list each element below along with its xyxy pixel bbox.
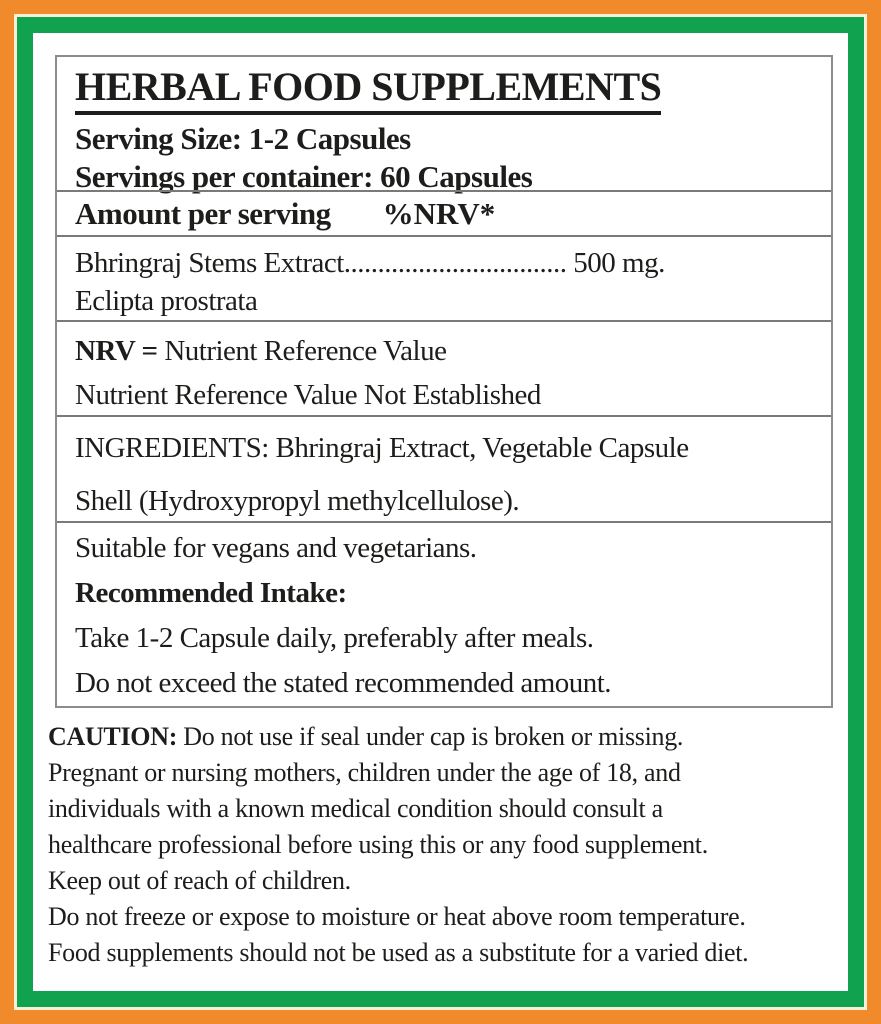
ingredients-line-2: Shell (Hydroxypropyl methylcellulose). (75, 485, 520, 517)
caution-line-3: individuals with a known medical condition should consult a (48, 794, 663, 823)
do-not-exceed-line: Do not exceed the stated recommended amount. (75, 667, 612, 699)
amount-per-serving-label: Amount per serving (75, 195, 331, 231)
nrv-column-label: %NRV* (382, 195, 496, 231)
nrv-prefix: NRV = (75, 335, 158, 367)
amount-per-serving-header (57, 190, 831, 235)
nrv-definition-rest: Nutrient Reference Value (157, 335, 447, 367)
panel-title: HERBAL FOOD SUPPLEMENTS (75, 65, 661, 115)
usage-section (57, 521, 831, 706)
serving-size-line: Serving Size: 1-2 Capsules (75, 121, 411, 156)
caution-line-7: Food supplements should not be used as a substitute for a varied diet. (48, 938, 749, 967)
panel-header (57, 57, 831, 194)
supplement-facts-panel (55, 55, 833, 708)
cream-divider-line (14, 14, 867, 1010)
recommended-intake-heading: Recommended Intake: (75, 577, 347, 609)
caution-line-1-rest: Do not use if seal under cap is broken or missing. (177, 722, 684, 751)
suitable-for-vegans-line: Suitable for vegans and vegetarians. (75, 532, 477, 564)
caution-line-1 (48, 719, 848, 755)
nrv-not-established-line: Nutrient Reference Value Not Established (75, 379, 541, 411)
caution-line-5: Keep out of reach of children. (48, 866, 351, 895)
nutrient-entry (57, 235, 831, 320)
caution-paragraph (48, 719, 848, 971)
ingredients-section (57, 415, 831, 521)
caution-line-6: Do not freeze or expose to moisture or heat above room temperature. (48, 902, 746, 931)
nutrient-name-amount-line: Bhringraj Stems Extract................................. 500 mg. (75, 247, 665, 279)
caution-line-2: Pregnant or nursing mothers, children under the age of 18, and (48, 758, 681, 787)
nrv-definition-line (75, 329, 831, 373)
green-inner-border (17, 17, 864, 1007)
caution-prefix: CAUTION: (48, 722, 178, 751)
take-capsules-line: Take 1-2 Capsule daily, preferably after meals. (75, 622, 594, 654)
botanical-name-line: Eclipta prostrata (75, 285, 258, 317)
nrv-note (57, 320, 831, 415)
caution-line-4: healthcare professional before using this or any food supplement. (48, 830, 708, 859)
ingredients-line-1: INGREDIENTS: Bhringraj Extract, Vegetable Capsule (75, 432, 689, 464)
label-background (33, 33, 848, 991)
servings-per-container-line: Servings per container: 60 Capsules (75, 159, 533, 194)
